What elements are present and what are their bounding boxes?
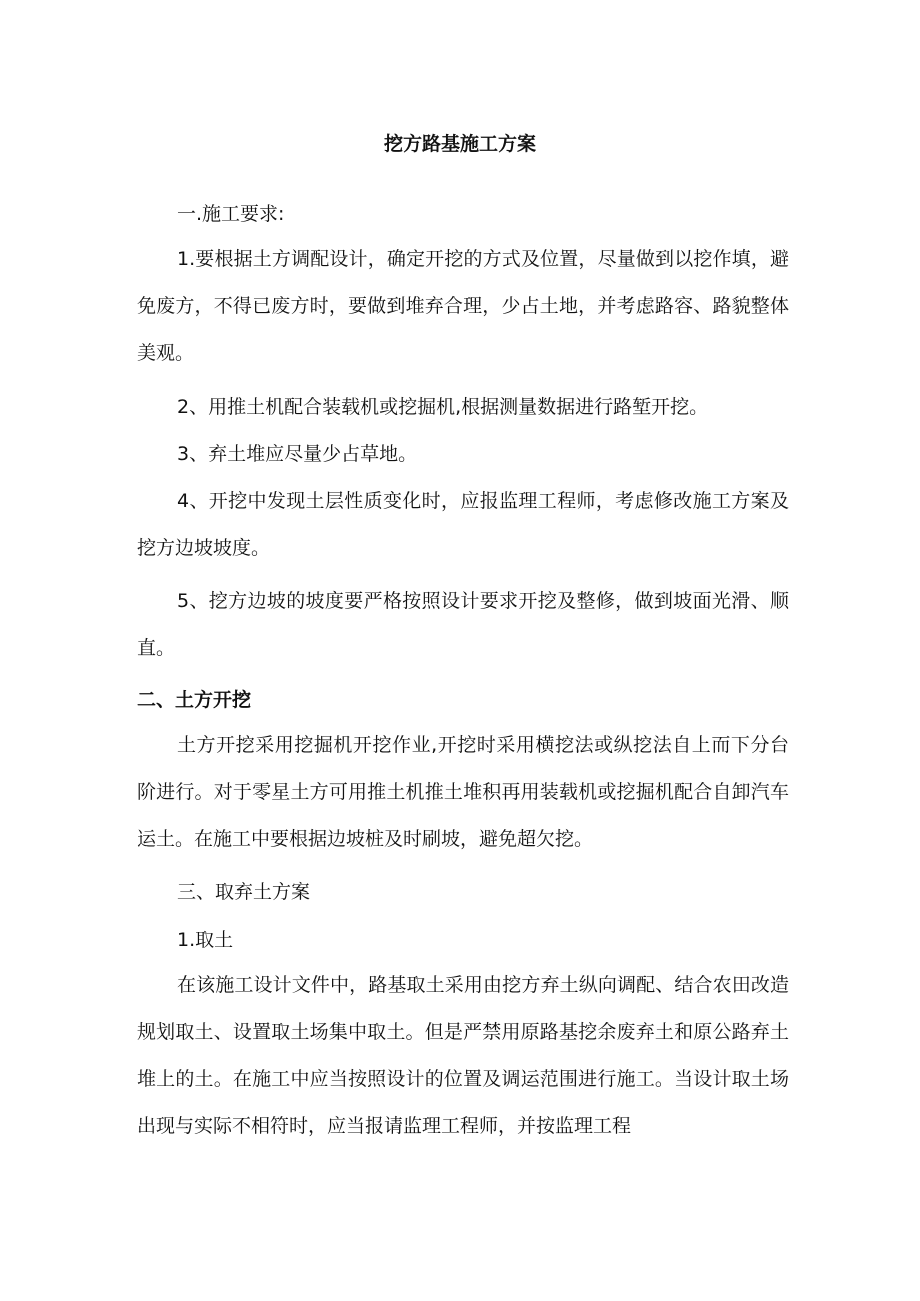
section3-sub1: 1.取土 (177, 929, 234, 951)
section1-heading: 一.施工要求: (177, 203, 285, 225)
section2-heading: 二、土方开挖 (137, 689, 252, 711)
section1-item2: 2、用推土机配合装载机或挖掘机,根据测量数据进行路堑开挖。 (177, 396, 709, 418)
section3-heading: 三、取弃土方案 (177, 881, 311, 903)
section1-item3: 3、弃土堆应尽量少占草地。 (177, 443, 418, 465)
section1-item4: 4、开挖中发现土层性质变化时，应报监理工程师，考虑修改施工方案及挖方边坡坡度。 (137, 490, 789, 559)
section1-item1: 1.要根据土方调配设计，确定开挖的方式及位置，尽量做到以挖作填，避免废方，不得已废方时，要做到堆弃合理，少占土地，并考虑路容、路貌整体美观。 (137, 248, 789, 364)
section2-body: 土方开挖采用挖掘机开挖作业,开挖时采用横挖法或纵挖法自上而下分台阶进行。对于零星土方可用推土机推土堆积再用装载机或挖掘机配合自卸汽车运土。在施工中要根据边坡桩及时刷坡，避免超欠挖。 (137, 734, 789, 850)
section1-item5: 5、挖方边坡的坡度要严格按照设计要求开挖及整修，做到坡面光滑、顺直。 (137, 590, 789, 659)
document-title: 挖方路基施工方案 (383, 133, 536, 155)
section3-body: 在该施工设计文件中，路基取土采用由挖方弃土纵向调配、结合农田改造规划取土、设置取土场集中取土。但是严禁用原路基挖余废弃土和原公路弃土堆上的土。在施工中应当按照设计的位置及调运范围进行施工。当设计取土场出现与实际不相符时，应当报请监理工程师，并按监理工程 (137, 974, 789, 1137)
